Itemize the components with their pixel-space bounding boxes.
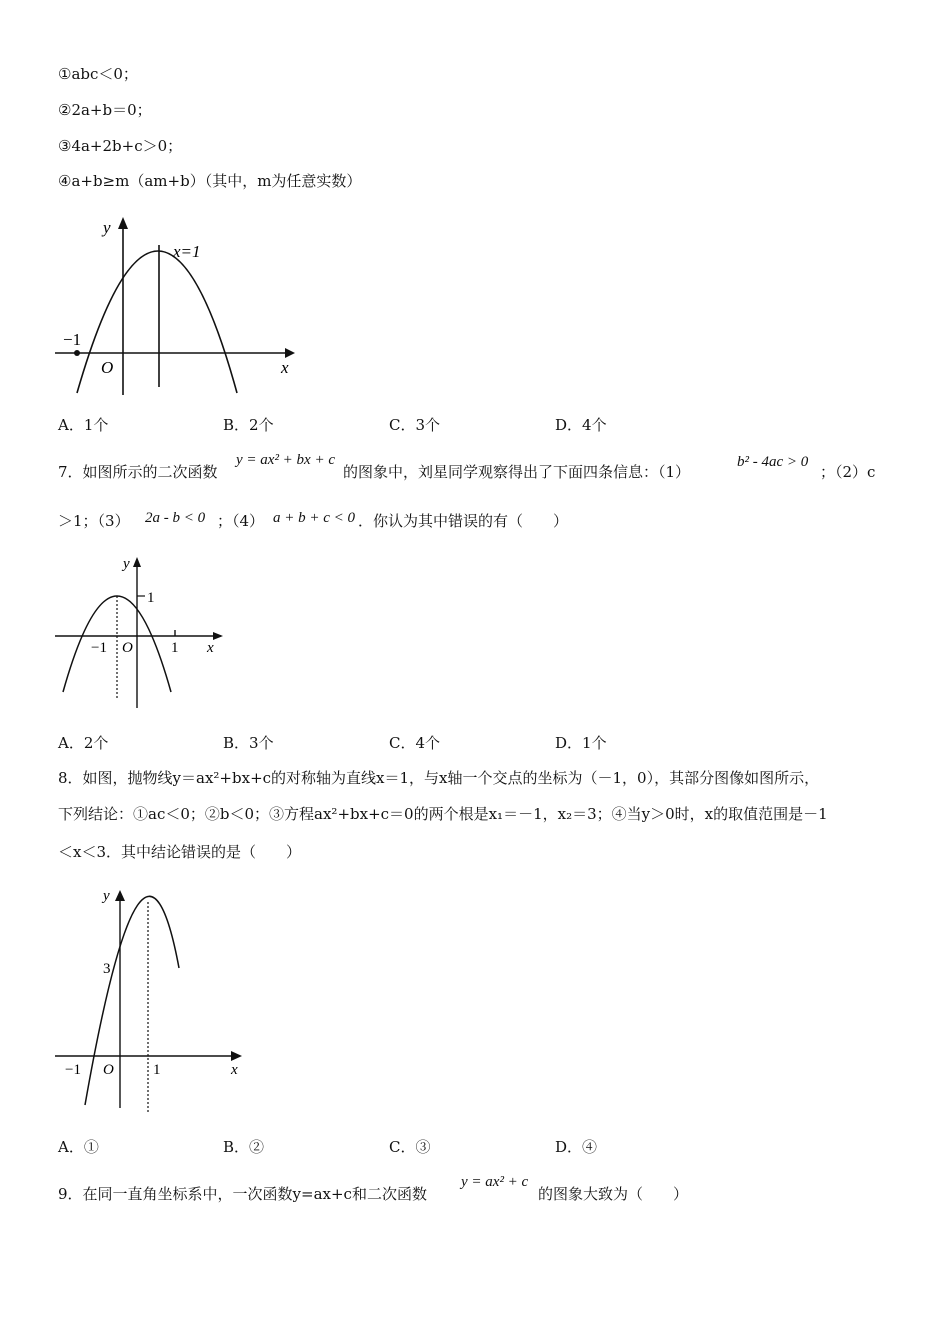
q8-option-b: B．② [223, 1138, 265, 1156]
q7-function: y = ax² + bx + c [236, 452, 335, 468]
q7-option-a: A．2个 [58, 734, 109, 752]
q7-y-label: y [123, 556, 130, 572]
q8-option-c: C．③ [389, 1138, 431, 1156]
q7-option-b: B．3个 [223, 734, 274, 752]
q8-x-label: x [231, 1062, 238, 1078]
q8-x-one-label: 1 [153, 1062, 161, 1078]
conclusion-1: ①abc＜0； [58, 65, 138, 83]
q6-neg-one-label: −1 [63, 330, 82, 349]
q6-y-label: y [103, 218, 111, 237]
q8-neg-one-label: −1 [65, 1062, 81, 1078]
conclusion-3: ③4a+2b+c＞0； [58, 137, 183, 155]
q6-origin-label: O [101, 358, 114, 377]
q6-option-c: C．3个 [389, 416, 441, 434]
q8-three-label: 3 [103, 961, 111, 977]
q7-condition-1: b² - 4ac > 0 [737, 454, 809, 470]
q8-option-d: D．④ [555, 1138, 598, 1156]
q7-mid: 的图象中，刘星同学观察得出了下面四条信息：（1） [343, 463, 691, 481]
q7-x-label: x [207, 640, 214, 656]
q6-option-a: A．1个 [58, 416, 109, 434]
q7-origin-label: O [122, 640, 133, 656]
q7-neg-one-label: −1 [91, 640, 107, 656]
q7-prefix: 7．如图所示的二次函数 [58, 463, 218, 481]
q6-x-label: x [281, 358, 289, 377]
q6-option-b: B．2个 [223, 416, 274, 434]
q9-prefix: 9．在同一直角坐标系中，一次函数y=ax+c和二次函数 [58, 1185, 427, 1203]
q8-option-a: A．① [58, 1138, 99, 1156]
q7-parabola-graph [55, 550, 230, 710]
q7-option-d: D．1个 [555, 734, 607, 752]
q7-line2-b: ；（4） [217, 512, 265, 530]
q8-y-label: y [103, 888, 110, 904]
q9-function: y = ax² + c [461, 1174, 529, 1190]
q8-line-1: 8．如图，抛物线y＝ax²+bx+c的对称轴为直线x＝1，与x轴一个交点的坐标为（－1，0），其部分图像如图所示， [58, 769, 820, 787]
q7-x-one-label: 1 [171, 640, 179, 656]
q7-line2-a: ＞1；（3） [58, 512, 130, 530]
q7-condition-3: 2a - b < 0 [145, 510, 206, 526]
q6-parabola-graph [55, 205, 305, 400]
q7-condition-4: a + b + c < 0 [273, 510, 356, 526]
conclusion-2: ②2a+b＝0； [58, 101, 152, 119]
q7-mid2: ；（2）c [820, 463, 876, 481]
q7-one-label: 1 [147, 590, 155, 606]
q8-origin-label: O [103, 1062, 114, 1078]
conclusion-4: ④a+b≥m（am+b）（其中，m为任意实数） [58, 172, 362, 190]
q7-line2-c: ．你认为其中错误的有（ ） [358, 512, 569, 530]
q8-line-3: ＜x＜3．其中结论错误的是（ ） [58, 843, 302, 861]
q9-suffix: 的图象大致为（ ） [538, 1185, 689, 1203]
q8-parabola-graph [55, 880, 255, 1115]
q6-option-d: D．4个 [555, 416, 607, 434]
q8-line-2: 下列结论：①ac＜0；②b＜0；③方程ax²+bx+c＝0的两个根是x₁＝－1，x₂＝3；④当y＞0时，x的取值范围是－1 [58, 805, 828, 823]
q6-axis-label: x=1 [173, 242, 201, 261]
q7-option-c: C．4个 [389, 734, 441, 752]
